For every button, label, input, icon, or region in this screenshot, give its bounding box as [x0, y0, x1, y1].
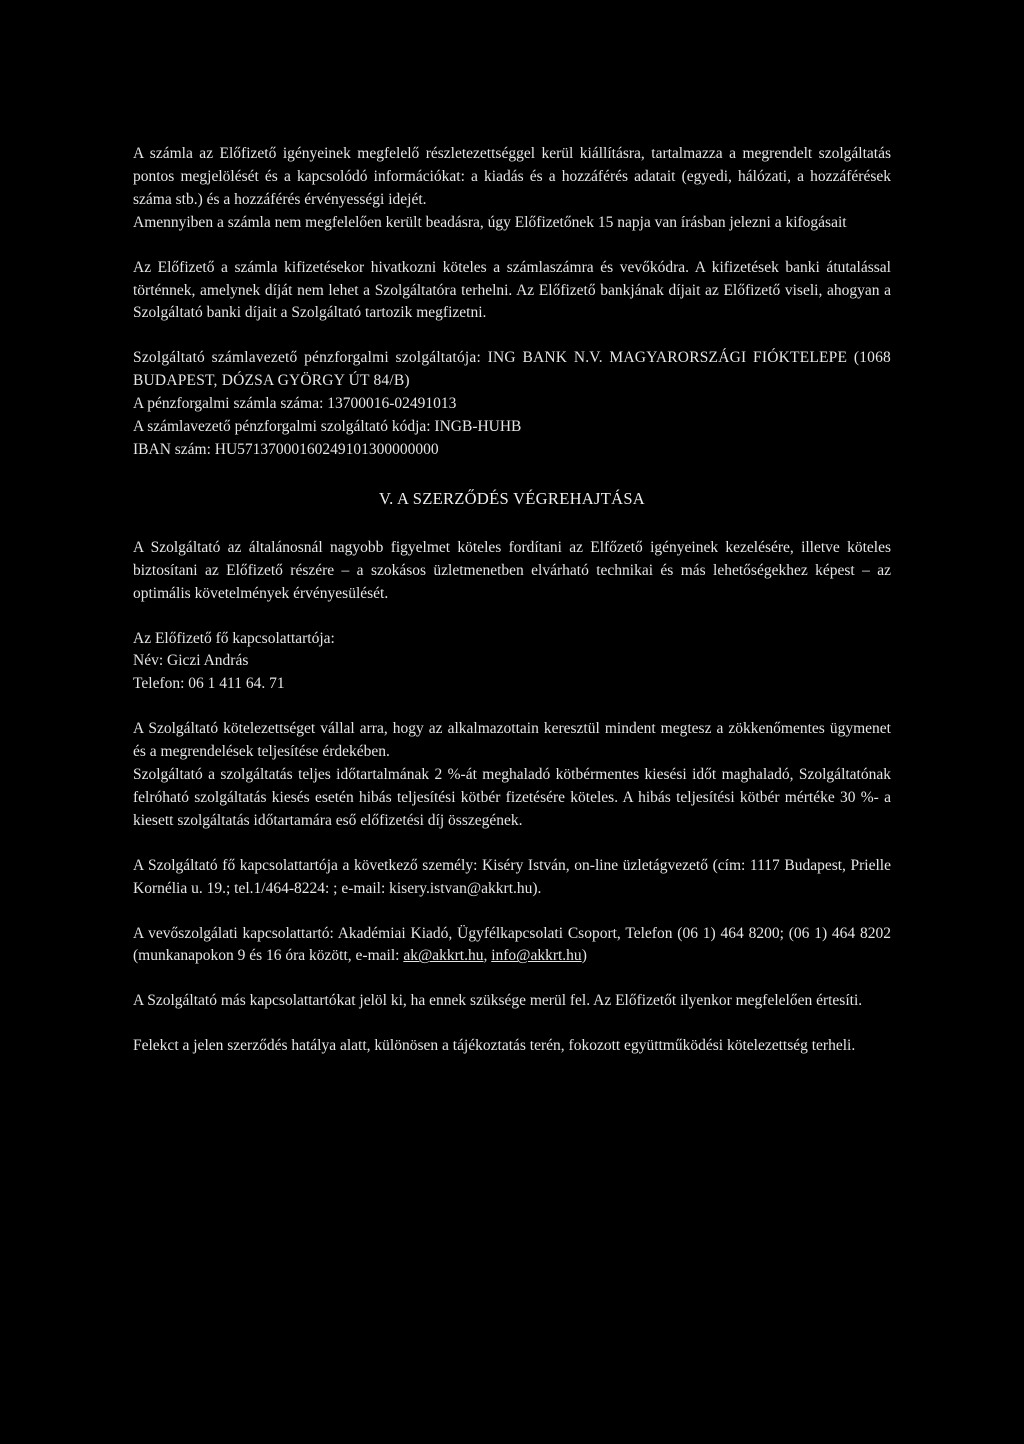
email-link-ak[interactable]: ak@akkrt.hu — [403, 947, 484, 965]
iban-line: IBAN szám: HU57137000160249101300000000 — [133, 440, 439, 458]
account-number-line: A pénzforgalmi számla száma: 13700016-02491013 — [133, 395, 457, 413]
customer-service-text: A vevőszolgálati kapcsolattartó: Akadémiai Kiadó, Ügyfélkapcsolati Csoport, Telefon (06 1) 464 8200; (06 1) 464 8202 (munkanapokon 9 és 16 óra között, e-mail: — [133, 924, 891, 965]
email-separator: , — [483, 947, 492, 965]
penalty-paragraph: Szolgáltató a szolgáltatás teljes időtartalmának 2 %-át meghaladó kötbérmentes kiesési időt maghaladó, Szolgáltatónak felróható szolgáltatás kiesés esetén hibás teljesítési kötbér fizetésére köteles. A hibás teljesítési kötbér mértéke 30 %- a kiesett szolgáltatás időtartamára eső előfizetési díj összegének. — [133, 766, 891, 829]
subscriber-contact-name: Név: Giczi András — [133, 652, 249, 670]
invoice-objection-paragraph: Amennyiben a számla nem megfelelően került beadásra, úgy Előfizetőnek 15 napja van írásban jelezni a kifogásait — [133, 213, 847, 231]
obligation-paragraph: A Szolgáltató kötelezettséget vállal arra, hogy az alkalmazottain keresztül mindent megtesz a zökkenőmentes ügymenet és a megrendelések teljesítése érdekében. — [133, 720, 891, 761]
bank-provider-line: Szolgáltató számlavezető pénzforgalmi szolgáltatója: ING BANK N.V. MAGYARORSZÁGI FIÓKTELEPE (1068 BUDAPEST, DÓZSA GYÖRGY ÚT 84/B) — [133, 349, 891, 390]
other-contacts-paragraph: A Szolgáltató más kapcsolattartókat jelöl ki, ha ennek szüksége merül fel. Az Előfizetőt ilyenkor megfelelően értesíti. — [133, 992, 863, 1010]
paragraph-end: ) — [581, 947, 587, 965]
customer-service-paragraph — [133, 923, 891, 969]
provider-contact-paragraph: A Szolgáltató fő kapcsolattartója a következő személy: Kiséry István, on-line üzletágvezető (cím: 1117 Budapest, Prielle Kornélia u. 19.; tel.1/464-8224: ; e-mail: kisery.istvan@akkrt.hu). — [133, 856, 891, 897]
bank-code-line: A számlavezető pénzforgalmi szolgáltató kódja: INGB-HUHB — [133, 418, 522, 436]
invoice-details-paragraph: A számla az Előfizető igényeinek megfelelő részletezettséggel kerül kiállításra, tartalmazza a megrendelt szolgáltatás pontos megjelölését és a kapcsolódó információkat: a kiadás és a hozzáférés adatait (egyedi, hálózati, a hozzáférések száma stb.) és a hozzáférés érvényességi idejét. — [133, 145, 891, 208]
cooperation-paragraph: Felekct a jelen szerződés hatálya alatt, különösen a tájékoztatás terén, fokozott együttműködési kötelezettség terheli. — [133, 1037, 856, 1055]
subscriber-contact-phone: Telefon: 06 1 411 64. 71 — [133, 675, 285, 693]
payment-paragraph: Az Előfizető a számla kifizetésekor hivatkozni köteles a számlaszámra és vevőkódra. A kifizetések banki átutalással történnek, amelynek díját nem lehet a Szolgáltatóra terhelni. Az Előfizető bankjának díjait az Előfizető viseli, ahogyan a Szolgáltató banki díjait a Szolgáltató tartozik megfizetni. — [133, 258, 891, 322]
service-attention-paragraph: A Szolgáltató az általánosnál nagyobb figyelmet köteles fordítani az Elfőzető igényeinek kezelésére, illetve köteles biztosítani az Előfizető részére – a szokásos üzletmenetben elvárható technikai és más lehetőségekhez képest – az optimális követelmények érvényesülését. — [133, 538, 891, 602]
email-link-info[interactable]: info@akkrt.hu — [491, 947, 582, 965]
document-body — [133, 143, 891, 1058]
section-heading: V. A SZERZŐDÉS VÉGREHAJTÁSA — [378, 488, 646, 508]
subscriber-contact-title: Az Előfizető fő kapcsolattartója: — [133, 629, 335, 647]
